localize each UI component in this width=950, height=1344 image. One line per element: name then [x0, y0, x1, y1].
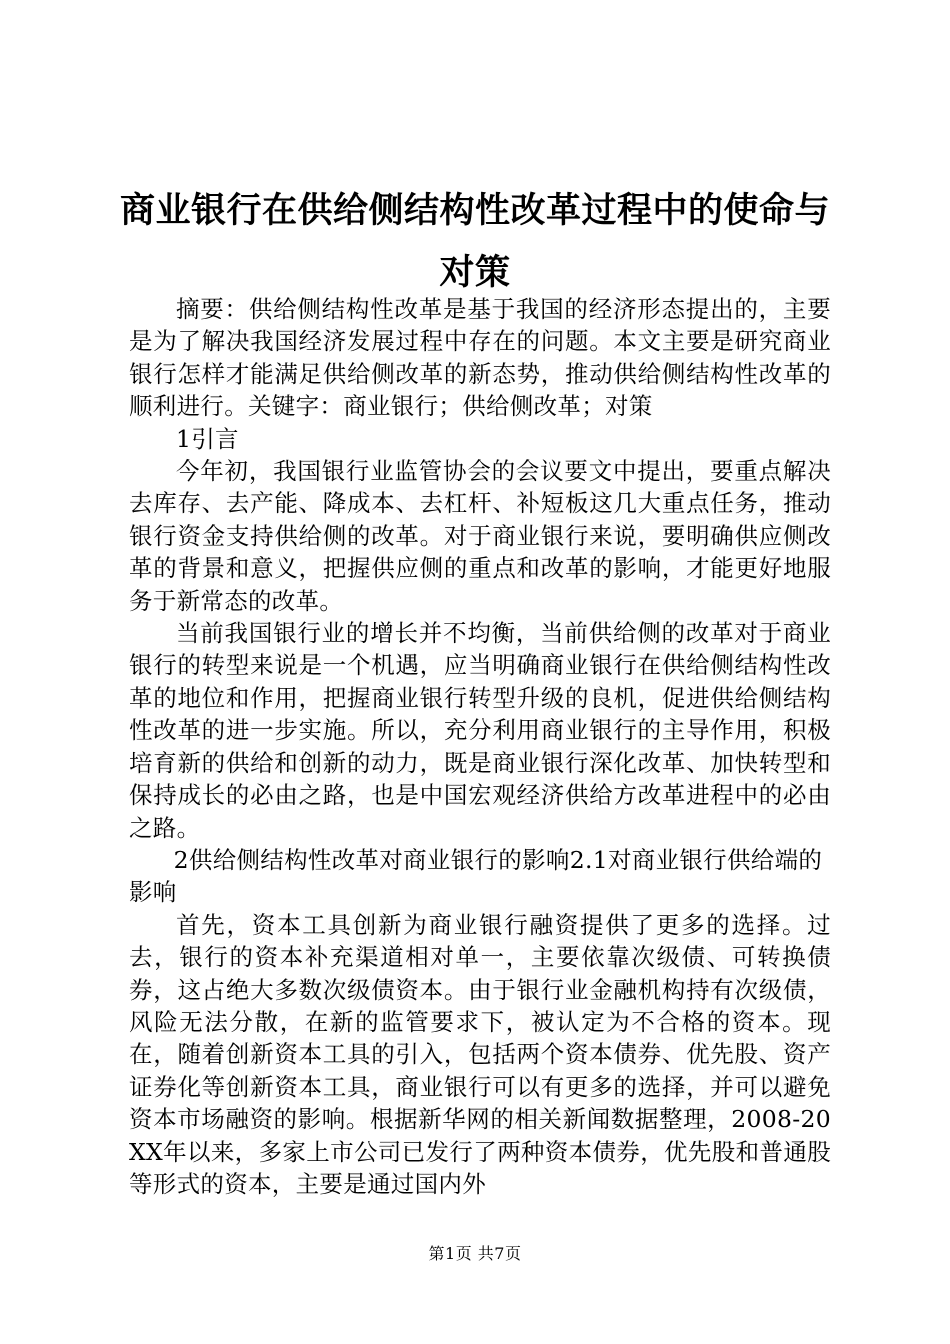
body-paragraph: 首先，资本工具创新为商业银行融资提供了更多的选择。过去，银行的资本补充渠道相对单一，主要依靠次级债、可转换债券，这占绝大多数次级债资本。由于银行业金融机构持有次级债，风险无法分散，在新的监管要求下，被认定为不合格的资本。现在，随着创新资本工具的引入，包括两个资本债券、优先股、资产证券化等创新资本工具，商业银行可以有更多的选择，并可以避免资本市场融资的影响。根据新华网的相关新闻数据整理，2008-20XX年以来，多家上市公司已发行了两种资本债券，优先股和普通股等形式的资本，主要是通过国内外: [129, 910, 831, 1198]
section-heading-impact: 2供给侧结构性改革对商业银行的影响2.1对商业银行供给端的影响: [129, 845, 823, 907]
section-heading-introduction: 1引言: [176, 424, 239, 453]
body-paragraph: 今年初，我国银行业监管协会的会议要文中提出，要重点解决去库存、去产能、降成本、去杠杆、补短板这几大重点任务，推动银行资金支持供给侧的改革。对于商业银行来说，要明确供应侧改革的背景和意义，把握供应侧的重点和改革的影响，才能更好地服务于新常态的改革。: [129, 457, 831, 615]
body-paragraph: 当前我国银行业的增长并不均衡，当前供给侧的改革对于商业银行的转型来说是一个机遇，应当明确商业银行在供给侧结构性改革的地位和作用，把握商业银行转型升级的良机，促进供给侧结构性改革的进一步实施。所以，充分利用商业银行的主导作用，积极培育新的供给和创新的动力，既是商业银行深化改革、加快转型和保持成长的必由之路，也是中国宏观经济供给方改革进程中的必由之路。: [129, 619, 831, 842]
abstract-paragraph: 摘要：供给侧结构性改革是基于我国的经济形态提出的，主要是为了解决我国经济发展过程中存在的问题。本文主要是研究商业银行怎样才能满足供给侧改革的新态势，推动供给侧结构性改革的顺利进行。关键字：商业银行；供给侧改革；对策: [129, 295, 831, 421]
page-number-footer: 第1页 共7页: [428, 1244, 522, 1263]
document-body: [129, 293, 831, 1200]
document-title: 商业银行在供给侧结构性改革过程中的使命与对策: [119, 191, 830, 293]
